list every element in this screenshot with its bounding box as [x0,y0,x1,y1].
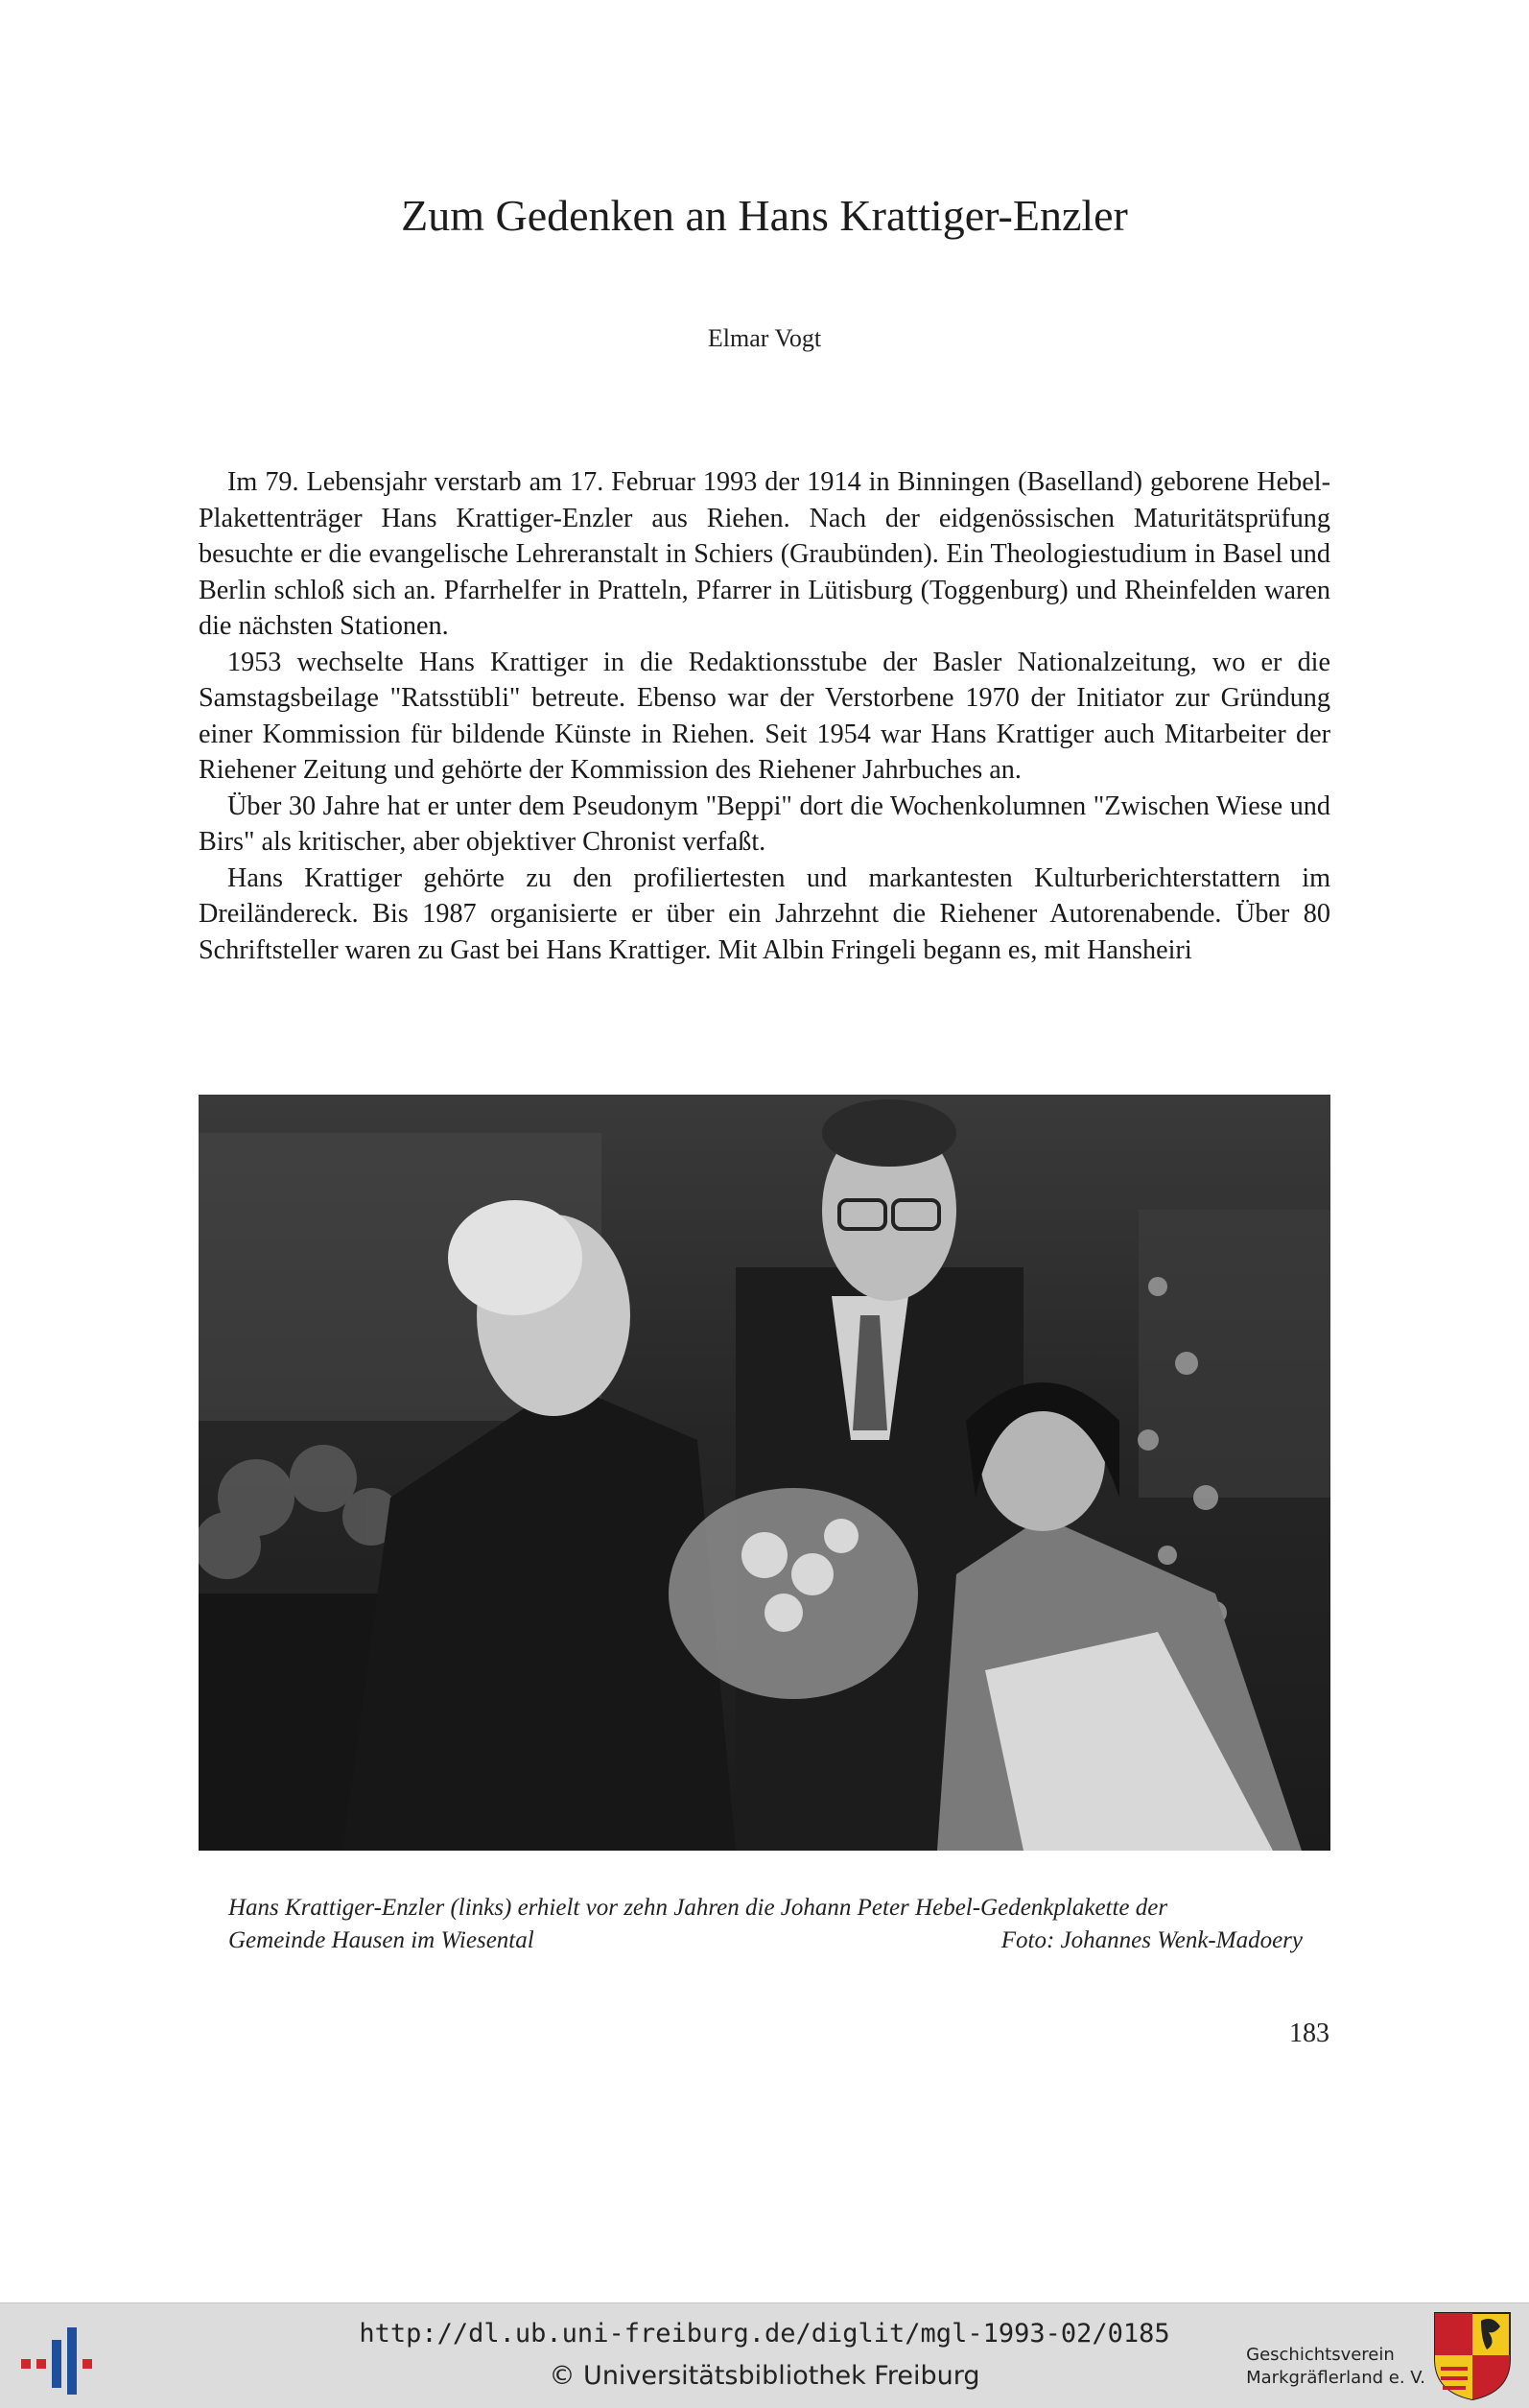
article-author: Elmar Vogt [707,324,822,352]
document-url-link[interactable]: http://dl.ub.uni-freiburg.de/diglit/mgl-1993-02/0185 [359,2319,1170,2349]
paragraph-1: Im 79. Lebensjahr verstarb am 17. Februar 1993 der 1914 in Binningen (Baselland) geborene Hebel-Plakettenträger Hans Krattiger-Enzler aus Riehen. Nach der eidgenössischen Maturitätsprüfung besuchte er die evangelische Lehreranstalt in Schiers (Graubünden). Ein Theologiestudium in Basel und Berlin schloß sich an. Pfarrhelfer in Pratteln, Pfarrer in Lütisburg (Toggenburg) und Rheinfelden waren die nächsten Stationen. [199,467,1330,641]
society-name-line-1: Geschichtsverein [1246,2345,1395,2365]
paragraph-3: Über 30 Jahre hat er unter dem Pseudonym "Beppi" dort die Wochenkolumnen "Zwischen Wiese und Birs" als kritischer, aber objektiver Chronist verfaßt. [199,791,1330,857]
society-name [1246,2344,1425,2390]
photo-caption [228,1892,1303,1957]
article-body [199,464,1330,968]
caption-line-2 [228,1924,1303,1957]
society-name-line-2: Markgräflerland e. V. [1246,2368,1425,2388]
photo-credit: Foto: Johannes Wenk-Madoery [1000,1927,1303,1953]
copyright-text: © Universitätsbibliothek Freiburg [549,2361,980,2391]
markgraeflerland-crest-icon [1433,2311,1512,2401]
caption-location: Gemeinde Hausen im Wiesental [228,1927,534,1953]
page-number: 183 [1289,2018,1329,2048]
paragraph-4: Hans Krattiger gehörte zu den profiliertesten und markantesten Kulturberichterstattern im Dreiländereck. Bis 1987 organisierte er über ein Jahrzehnt die Riehener Autorenabende. Über 80 Schriftsteller waren zu Gast bei Hans Krattiger. Mit Albin Fringeli begann es, mit Hansheiri [199,862,1330,965]
photo-illustration [199,1095,1330,1851]
article-title: Zum Gedenken an Hans Krattiger-Enzler [401,191,1128,240]
caption-line-1: Hans Krattiger-Enzler (links) erhielt vor zehn Jahren die Johann Peter Hebel-Gedenkplakette der [228,1895,1168,1921]
article-photo [199,1095,1330,1851]
viewer-footer [0,2302,1529,2408]
paragraph-2: 1953 wechselte Hans Krattiger in die Redaktionsstube der Basler Nationalzeitung, wo er die Samstagsbeilage "Ratsstübli" betreute. Ebenso war der Verstorbene 1970 der Initiator zur Gründung einer Kommission für bildende Künste in Riehen. Seit 1954 war Hans Krattiger auch Mitarbeiter der Riehener Zeitung und gehörte der Kommission des Riehener Jahrbuches an. [199,647,1330,785]
